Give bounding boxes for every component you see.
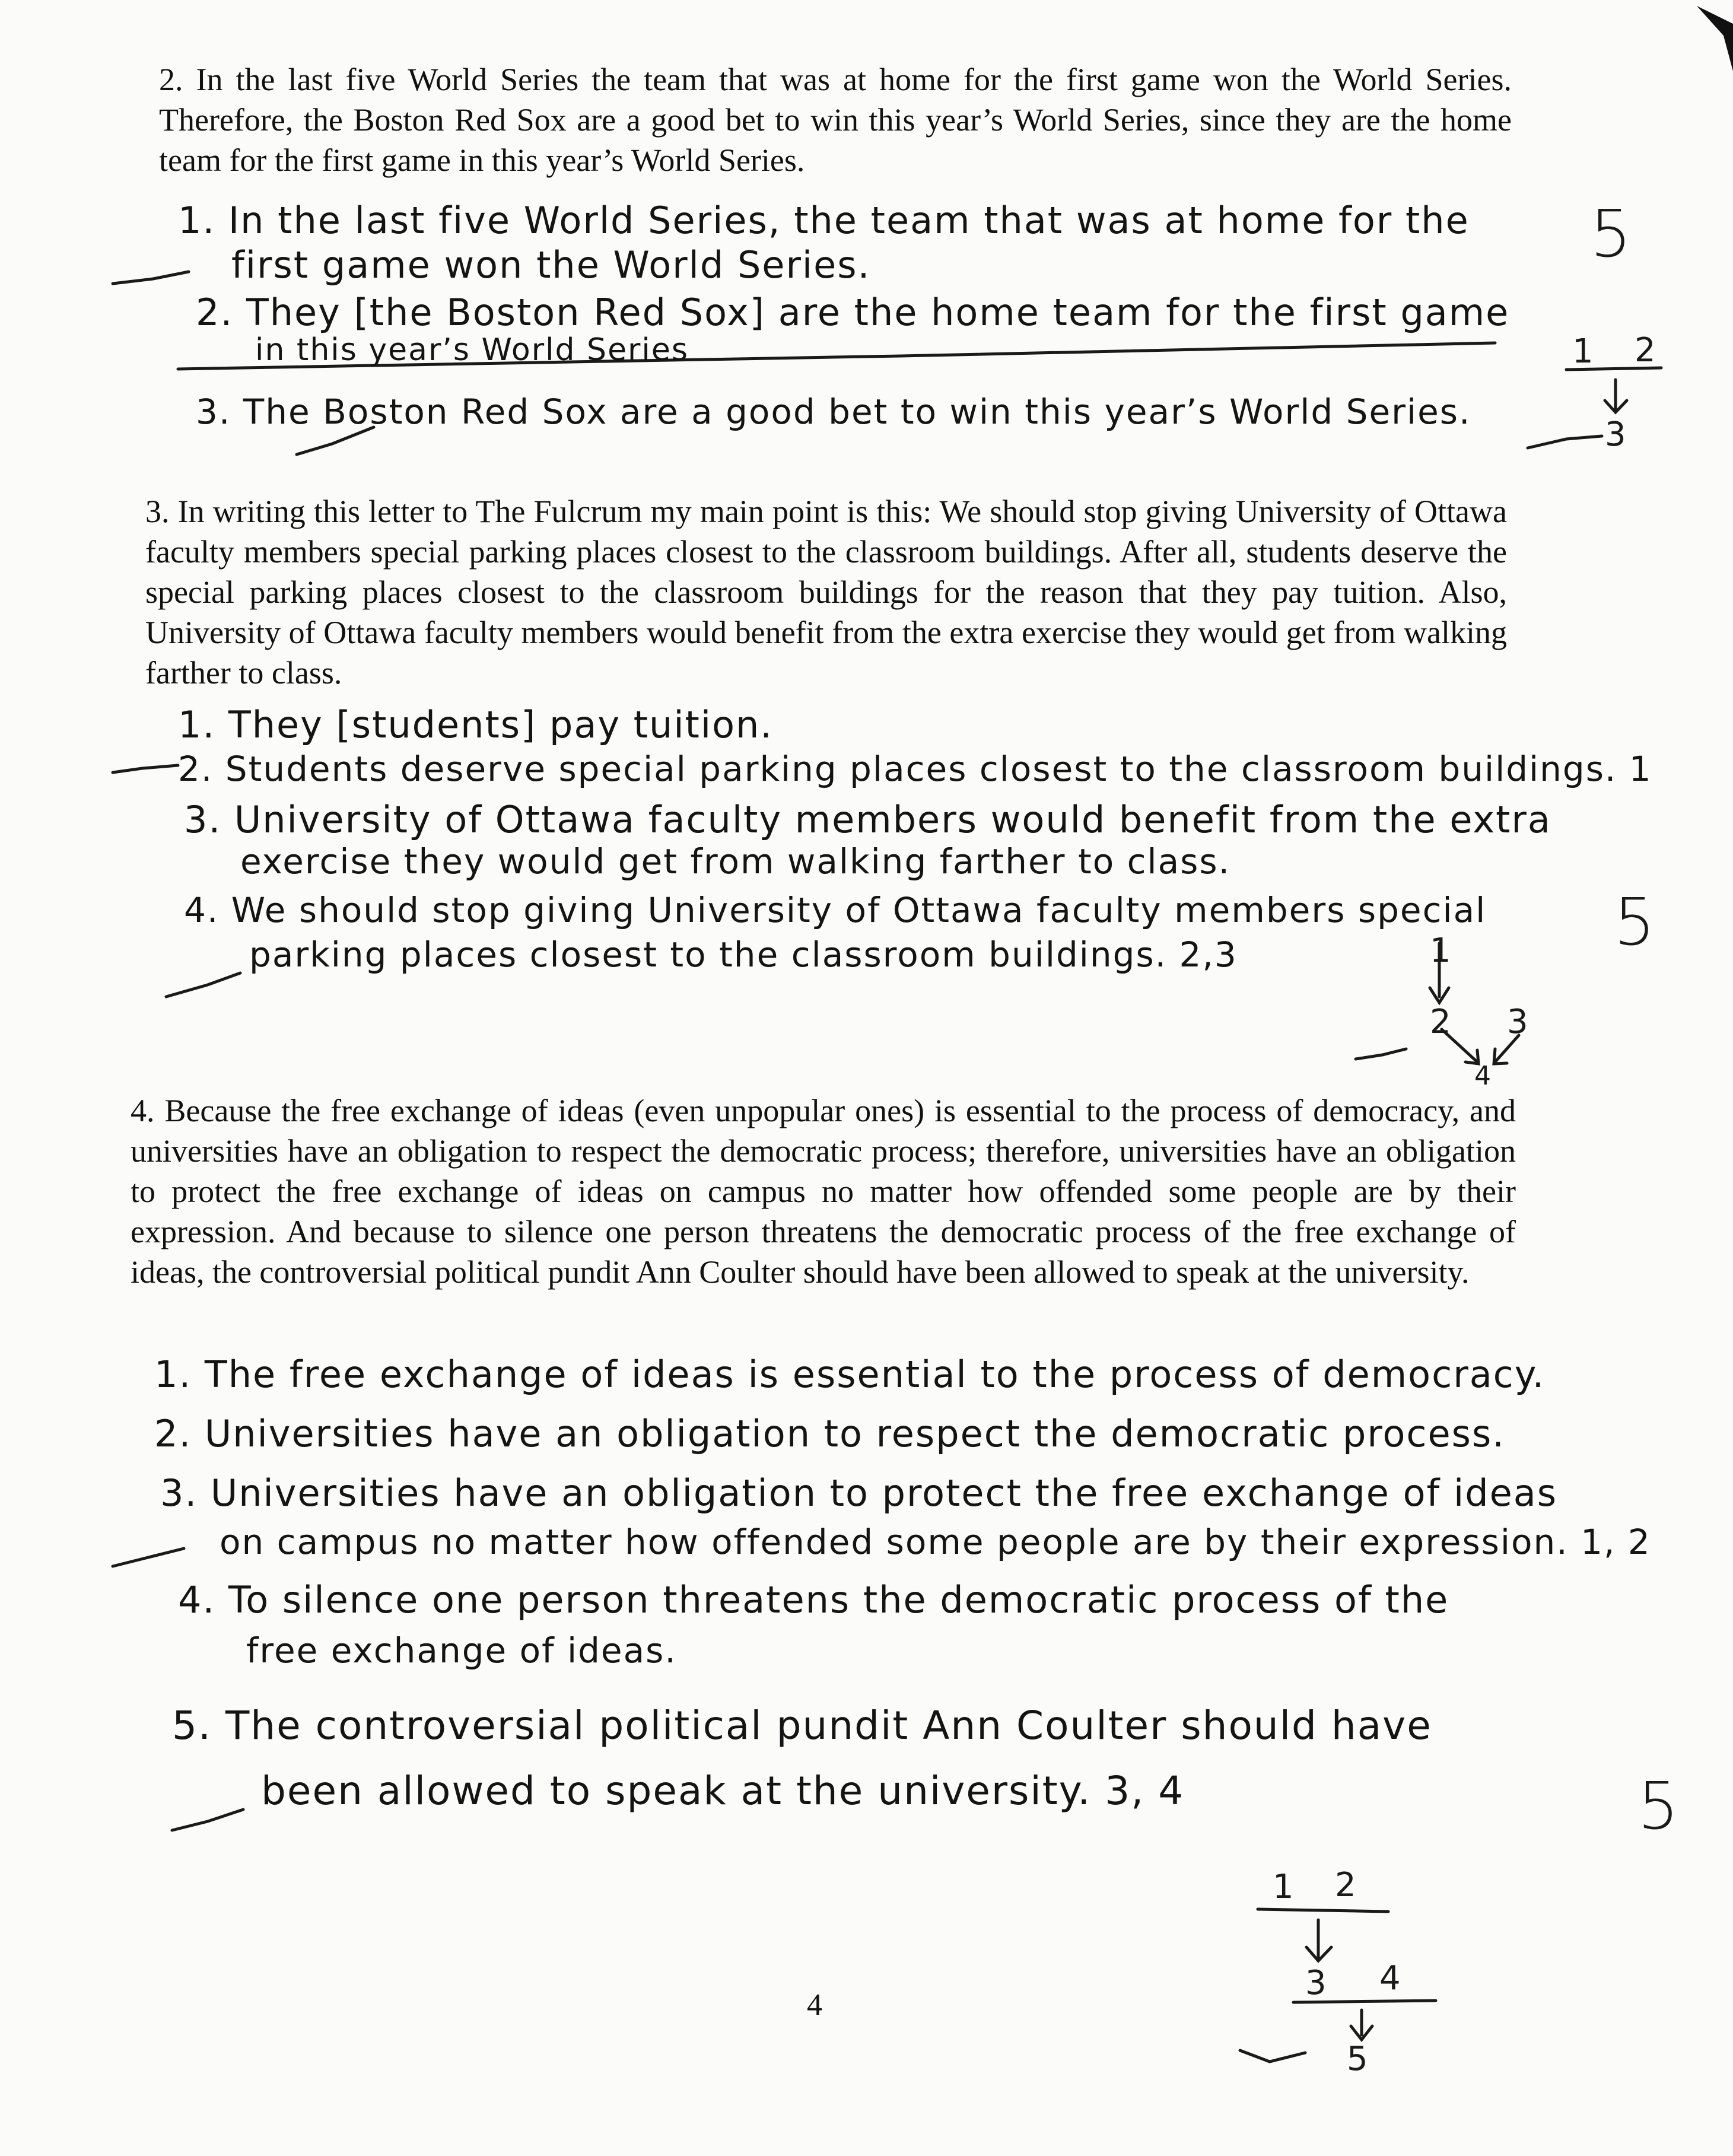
answer-line: exercise they would get from walking farther to class. [240,841,1231,882]
answer-line: been allowed to speak at the university. 3, 4 [261,1768,1185,1814]
answer-line: 2. Universities have an obligation to respect the democratic process. [154,1412,1505,1455]
diagram-node: 1 [1572,332,1594,371]
page-number: 4 [807,1988,822,2022]
diagram-node: 1 [1430,931,1451,970]
check-mark [113,765,178,772]
diagram-node: 5 [1347,2040,1368,2078]
diagram-node: 2 [1335,1866,1356,1904]
problem-4-text: 4. Because the free exchange of ideas (even unpopular ones) is essential to the process of democracy, and universities have an obligation to respect the democratic process; therefore, universities have an obligation to protect the free exchange of ideas on campus no matter how offended some people are by their expression. And because to silence one person threatens the democratic process of the free exchange of ideas, the controversial political pundit Ann Coulter should have been allowed to speak at the university. [131,1093,1516,1290]
score: 5 [1614,884,1655,960]
diagram-node: 2 [1430,1003,1451,1041]
answer-line: 4. To silence one person threatens the democratic process of the [178,1578,1449,1621]
diagram-arrow [1306,1920,1331,1961]
answer-line: 3. Universities have an obligation to protect the free exchange of ideas [160,1471,1558,1515]
diagram-node: 4 [1379,1959,1401,1998]
answer-line: 2. They [the Boston Red Sox] are the home team for the first game [196,291,1510,334]
check-mark [172,1810,243,1830]
corner-mark [1697,6,1733,71]
answer-line: 4. We should stop giving University of Ottawa faculty members special [184,890,1487,930]
diagram-node: 3 [1305,1964,1327,2002]
answer-line: parking places closest to the classroom buildings. 2,3 [249,934,1238,975]
answer-line: 5. The controversial political pundit Ann Coulter should have [172,1703,1432,1748]
check-mark [1356,1049,1406,1059]
diagram-node: 1 [1273,1868,1294,1906]
diagram-node: 2 [1635,331,1656,370]
answer-line: 1. In the last five World Series, the team that was at home for the [178,199,1470,242]
answer-line: on campus no matter how offended some people are by their expression. 1, 2 [220,1522,1651,1562]
check-mark [1240,2050,1305,2062]
problem-3-text: 3. In writing this letter to The Fulcrum my main point is this: We should stop giving University of Ottawa faculty members special parking places closest to the classroom buildings. After all, students deserve the special parking places closest to the classroom buildings for the reason that they pay tuition. Also, University of Ottawa faculty members would benefit from the extra exercise they would get from walking farther to class. [145,494,1507,691]
problem-2-text: 2. In the last five World Series the team that was at home for the first game won the World Series. Therefore, the Boston Red Sox are a good bet to win this year’s World Series, since they are the home team for the first game in this year’s World Series. [159,62,1512,178]
check-mark [1528,436,1602,448]
answer-line: 3. The Boston Red Sox are a good bet to win this year’s World Series. [196,392,1471,432]
answer-line: 3. University of Ottawa faculty members would benefit from the extra [184,798,1551,841]
check-mark [113,1548,184,1566]
diagram-node: 4 [1474,1061,1491,1091]
diagram-node: 3 [1507,1003,1528,1041]
diagram-arrow [1605,380,1627,412]
answer-line: 2. Students deserve special parking places closest to the classroom buildings. 1 [178,749,1652,789]
answer-line: free exchange of ideas. [246,1630,677,1671]
answer-line: 1. The free exchange of ideas is essential to the process of democracy. [154,1353,1546,1396]
answer-line: 1. They [students] pay tuition. [178,703,774,746]
diagram-bar [1258,1909,1388,1912]
diagram-arrow [1351,2010,1372,2040]
check-mark [113,272,189,284]
score: 5 [1590,196,1632,272]
answer-line: first game won the World Series. [231,243,871,287]
score: 5 [1637,1768,1679,1844]
answer-line: in this year’s World Series [255,332,689,368]
check-mark [166,973,240,997]
diagram-node: 3 [1605,415,1626,454]
